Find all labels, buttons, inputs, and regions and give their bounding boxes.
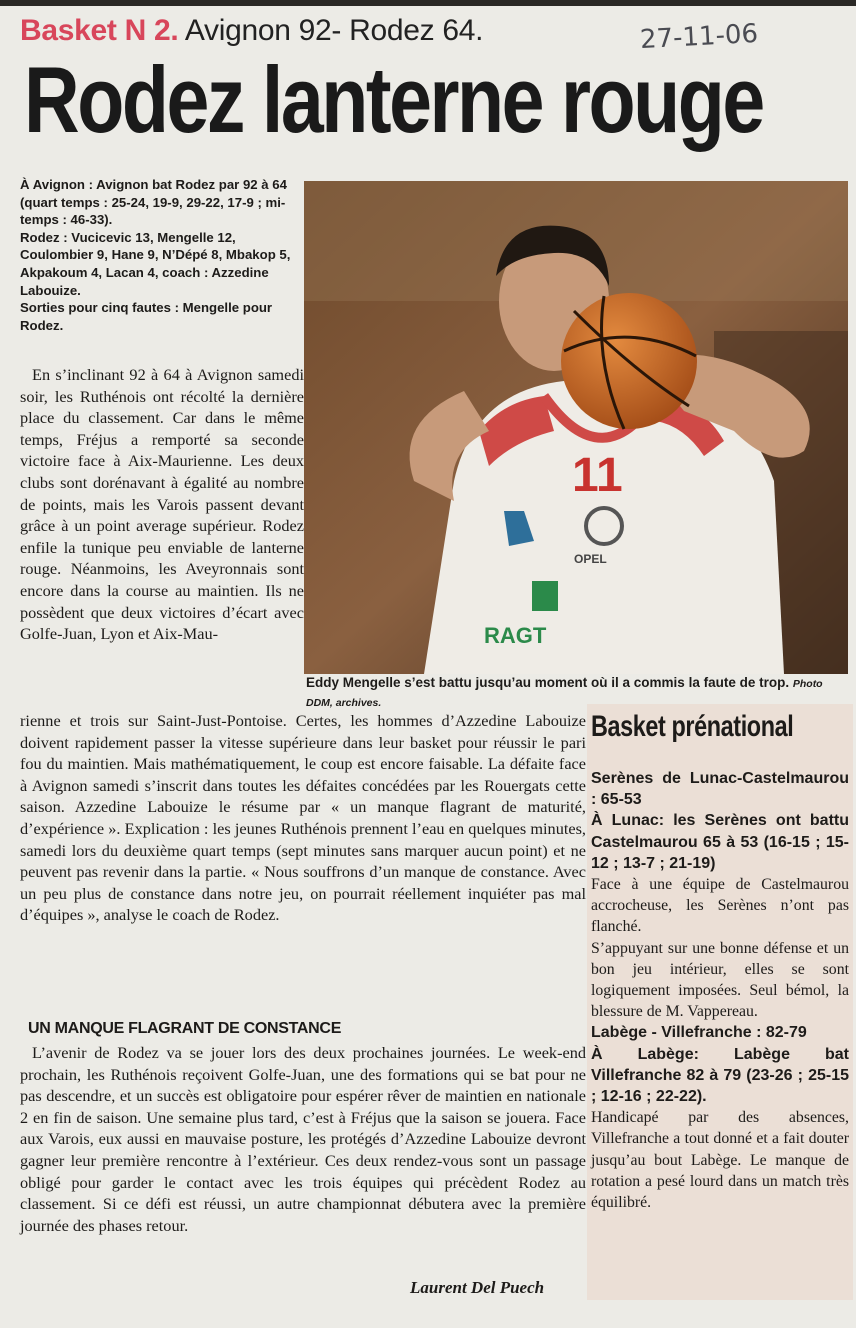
result-line-score: À Avignon : Avignon bat Rodez par 92 à 64 (quart temps : 25-24, 19-9, 29-22, 17-9 ; mi-temps : 46-33). — [20, 177, 287, 228]
author-byline: Laurent Del Puech — [410, 1278, 545, 1297]
article-wide-block — [20, 710, 586, 926]
game-1-paragraph-1: Face à une équipe de Castelmaurou accrocheuse, les Serènes n’ont pas flanché. — [591, 876, 849, 936]
article-paragraph-1: En s’inclinant 92 à 64 à Avignon samedi soir, les Ruthénois ont récolté la dernière place du classement. Car dans le même temps, Fréjus a remporté sa seconde victoire face à Aix-Maurienne. Les deux clubs sont dorénavant à égalité au nombre de points, mais les Varois passent devant grâce à un point average supérieur. Rodez enfile la tunique peu enviable de lanterne rouge. Néanmoins, les Aveyronnais sont encore dans la course au maintien. Ils ne possèdent que deux victoires d’écart avec Golfe-Juan, Lyon et Aix-Mau- — [20, 365, 304, 644]
sidebar-body — [591, 768, 849, 1213]
player-photo — [304, 181, 848, 674]
article-closing-block — [20, 1042, 586, 1236]
match-score: Avignon 92- Rodez 64. — [184, 14, 484, 47]
headline: Rodez lanterne rouge — [24, 47, 763, 152]
article-paragraph-2: rienne et trois sur Saint-Just-Pontoise. Certes, les hommes d’Azzedine Labouize doivent rapidement passer la vitesse supérieure dans leur basket pour réussir le pari fou du maintien. Mais mathématiquement, le coup est encore faisable. La défaite face à Avignon samedi s’inscrit dans toutes les défaites concédées par les Rouergats cette saison. Azzedine Labouize le résume par « un manque flagrant de maturité, d’expérience ». Explication : les jeunes Ruthénois prennent l’eau en quelques minutes, samedi lors du deuxième quart temps (sept minutes sans marquer aucun point) et ne peuvent pas revenir dans la partie. « Nous souffrons d’un manque de constance. Avec un peu plus de constance dans notre jeu, on pourrait réellement inquiéter pas mal d’équipes », analyse le coach de Rodez. — [20, 711, 586, 925]
article-subhead: UN MANQUE FLAGRANT DE CONSTANCE — [28, 1020, 342, 1037]
rubric-label: Basket N 2. — [20, 14, 179, 47]
game-2-head: Labège - Villefranche : 82-79 — [591, 1024, 807, 1042]
svg-text:11: 11 — [572, 449, 623, 502]
article-column-left — [20, 364, 304, 645]
results-box — [20, 176, 304, 334]
top-rule — [0, 0, 856, 6]
game-1-paragraph-2: S’appuyant sur une bonne défense et un bon jeu intérieur, elles se sont logiquement imposées. Seul bémol, la blessure de M. Vappereau. — [591, 939, 849, 1021]
svg-text:RAGT: RAGT — [484, 623, 547, 648]
result-line-players: Rodez : Vucicevic 13, Mengelle 12, Coulombier 9, Hane 9, N’Dépé 8, Mbakop 5, Akpakoum 4, Lacan 4, coach : Azzedine Labouize. — [20, 229, 291, 298]
game-1-result: À Lunac: les Serènes ont battu Castelmaurou 65 à 53 (16-15 ; 15-12 ; 13-7 ; 21-19) — [591, 812, 849, 872]
result-line-fouls: Sorties pour cinq fautes : Mengelle pour Rodez. — [20, 300, 273, 333]
handwritten-date: 27-11-06 — [639, 18, 759, 56]
svg-text:OPEL: OPEL — [574, 552, 607, 566]
caption-text: Eddy Mengelle s’est battu jusqu’au moment où il a commis la faute de trop. — [306, 675, 790, 690]
game-1-head: Serènes de Lunac-Castelmaurou : 65-53 — [591, 770, 849, 809]
article-paragraph-3: L’avenir de Rodez va se jouer lors des deux prochaines journées. Le week-end prochain, les Ruthénois reçoivent Golfe-Juan, une des formations qui se bat pour ne pas descendre, et un succès est obligatoire pour espérer rêver de maintien en nationale 2 en fin de saison. Une semaine plus tard, c’est à Fréjus que la saison se jouera. Face aux Varois, eux aussi en mauvaise posture, les protégés d’Azzedine Labouize devront gagner leur première rencontre à l’extérieur. Ces deux rendez-vous sont un passage obligé pour garder le contact avec les trois équipes qui précèdent Rodez au classement. Si ce défi est réussi, un autre championnat débutera avec la première journée des phases retour. — [20, 1043, 586, 1235]
kicker — [20, 14, 483, 48]
sidebar-box — [587, 704, 853, 1300]
game-2-paragraph-1: Handicapé par des absences, Villefranche a tout donné et a fait douter jusqu’au bout Labège. Le manque de rotation a pesé lourd dans un match très équilibré. — [591, 1109, 849, 1212]
sidebar-title: Basket prénational — [591, 710, 794, 743]
photo-credit: Photo DDM, archives. — [306, 678, 823, 709]
basketball-player-illustration — [304, 181, 848, 674]
game-2-result: À Labège: Labège bat Villefranche 82 à 79 (23-26 ; 25-15 ; 12-16 ; 22-22). — [591, 1045, 849, 1106]
